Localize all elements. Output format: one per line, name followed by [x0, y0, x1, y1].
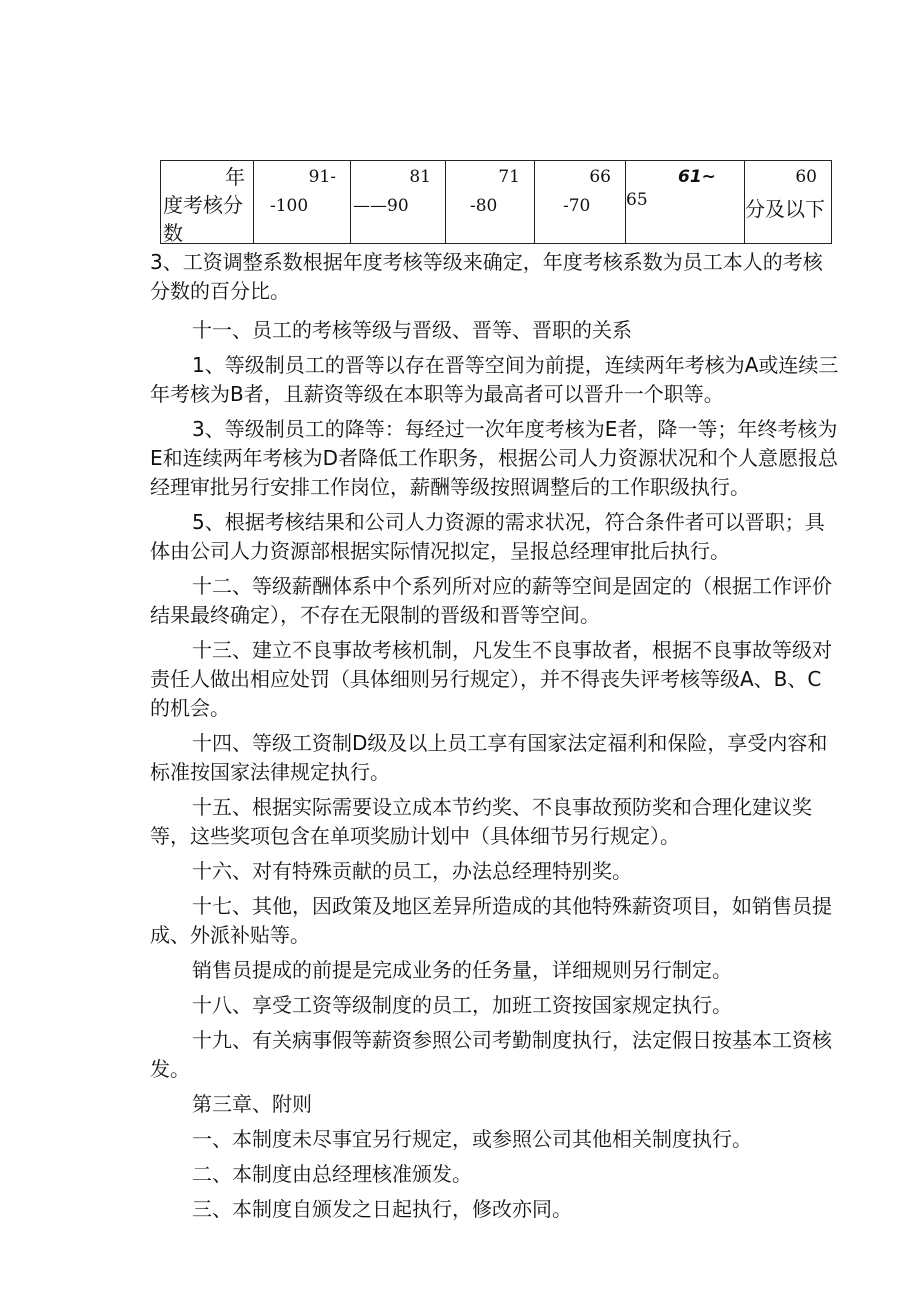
score-range-top: 81	[409, 167, 431, 187]
score-cell	[626, 161, 745, 244]
score-range-top: 66	[589, 167, 611, 187]
score-range-top: 71	[498, 167, 520, 187]
paragraph: 3、工资调整系数根据年度考核等级来确定，年度考核系数为员工本人的考核分数的百分比。	[150, 250, 823, 303]
section-heading: 十一、员工的考核等级与晋级、晋等、晋职的关系	[192, 318, 632, 342]
paragraph: 1、等级制员工的晋等以存在晋等空间为前提，连续两年考核为A或连续三年考核为B者，且薪资等级在本职等为最高者可以晋升一个职等。	[150, 353, 839, 406]
paragraph: 十三、建立不良事故考核机制，凡发生不良事故者，根据不良事故等级对责任人做出相应处罚（具体细则另行规定），并不得丧失评考核等级A、B、C的机会。	[150, 638, 832, 720]
score-range-bottom: 分及以下	[745, 197, 825, 221]
paragraph: 十四、等级工资制D级及以上员工享有国家法定福利和保险，享受内容和标准按国家法律规定执行。	[150, 731, 828, 784]
table-row	[161, 161, 832, 244]
paragraph: 一、本制度未尽事宜另行规定，或参照公司其他相关制度执行。	[192, 1127, 752, 1151]
score-range-top: 60	[795, 167, 817, 187]
paragraph: 二、本制度由总经理核准颁发。	[192, 1162, 472, 1186]
paragraph: 三、本制度自颁发之日起执行，修改亦同。	[192, 1197, 572, 1221]
score-cell	[745, 161, 832, 244]
score-range-table	[160, 160, 832, 244]
paragraph: 销售员提成的前提是完成业务的任务量，详细规则另行制定。	[192, 958, 732, 982]
score-cell	[351, 161, 446, 244]
score-range-bottom: ——90	[353, 196, 409, 216]
paragraph: 十六、对有特殊贡献的员工，办法总经理特别奖。	[192, 859, 632, 883]
paragraph: 十八、享受工资等级制度的员工，加班工资按国家规定执行。	[192, 993, 732, 1017]
score-cell	[446, 161, 535, 244]
paragraph: 十七、其他，因政策及地区差异所造成的其他特殊薪资项目，如销售员提成、外派补贴等。	[150, 894, 832, 947]
score-cell	[535, 161, 626, 244]
paragraph: 十九、有关病事假等薪资参照公司考勤制度执行，法定假日按基本工资核发。	[150, 1028, 832, 1081]
table-header-cell	[161, 161, 254, 244]
paragraph: 十二、等级薪酬体系中个系列所对应的薪等空间是固定的（根据工作评价结果最终确定），不存在无限制的晋级和晋等空间。	[150, 574, 832, 627]
score-range-bottom: -70	[563, 196, 591, 216]
header-line-1: 年	[225, 165, 245, 189]
header-line-2: 度考核分数	[163, 193, 243, 245]
score-cell	[254, 161, 351, 244]
paragraph: 3、等级制员工的降等：每经过一次年度考核为E者，降一等；年终考核为E和连续两年考核为D者降低工作职务，根据公司人力资源状况和个人意愿报总经理审批另行安排工作岗位，薪酬等级按照调整后的工作职级执行。	[150, 417, 839, 499]
score-range-top: 91-	[308, 167, 336, 187]
score-range-bottom: 65	[626, 190, 648, 210]
score-range-bottom: -100	[270, 196, 309, 216]
paragraph: 5、根据考核结果和公司人力资源的需求状况，符合条件者可以晋职；具体由公司人力资源部根据实际情况拟定，呈报总经理审批后执行。	[150, 510, 825, 563]
document-body	[150, 248, 840, 1230]
score-range-top: 61~	[678, 167, 716, 187]
chapter-heading: 第三章、附则	[192, 1092, 312, 1116]
score-range-bottom: -80	[470, 196, 498, 216]
paragraph: 十五、根据实际需要设立成本节约奖、不良事故预防奖和合理化建议奖等，这些奖项包含在单项奖励计划中（具体细节另行规定）。	[150, 795, 812, 848]
